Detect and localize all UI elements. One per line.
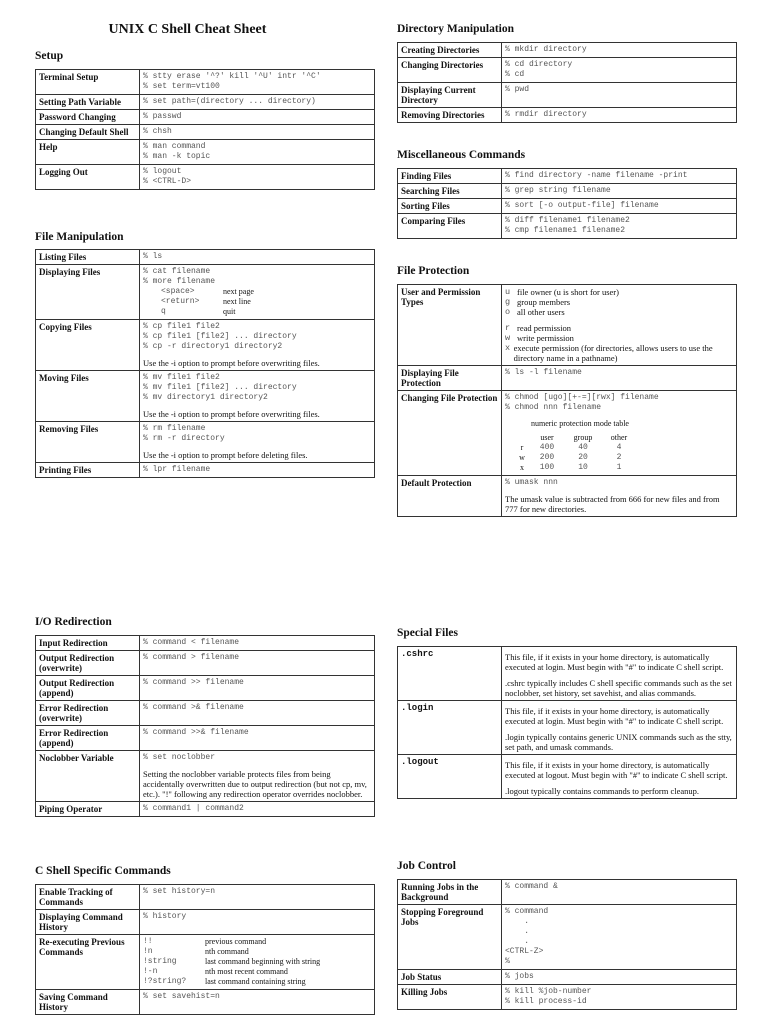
table-row [36,910,375,935]
row-label: Error Redirection (append) [36,726,140,751]
command-text: % passwd [143,112,182,121]
row-content [502,476,737,517]
num-table-cell: 4 [616,443,622,452]
row-content [502,108,737,123]
table-row [36,70,375,95]
table-row [36,636,375,651]
row-content [502,391,737,476]
command-text: % sort [-o output-file] filename [505,201,659,210]
row-content [502,43,737,58]
table-row [36,95,375,110]
key-name: <space> [161,287,195,296]
table-row [398,647,737,701]
num-table-cell: x [520,463,524,472]
permission-meaning: execute permission (for directories, allows users to use the directory name in a pathname) [513,343,713,363]
table-row [398,985,737,1010]
permission-meaning: write permission [517,333,574,343]
row-content [502,647,737,701]
row-label: Default Protection [398,476,502,517]
cshell-heading: C Shell Specific Commands [35,865,171,877]
num-table-cell: w [519,453,525,462]
command-text: % set history=n [143,887,216,896]
command-text: % kill %job-number [505,987,592,996]
table-row [36,250,375,265]
history-command [143,937,371,947]
permission-meaning: file owner (u is short for user) [517,287,619,297]
page-title: UNIX C Shell Cheat Sheet [108,22,267,37]
row-note: Setting the noclobber variable protects files from being accidentally overwritten due to output redirection (but not cp, mv, etc.). "!" following any redirection operator overrides noclobber. [143,769,367,799]
key-name: <return> [161,297,200,306]
history-meaning: last command beginning with string [205,957,321,966]
table-row [398,184,737,199]
permission-code: r [505,323,511,333]
row-content [140,95,375,110]
row-label: User and Permission Types [398,285,502,366]
table-row [398,199,737,214]
row-content [140,751,375,802]
table-row [36,676,375,701]
jobs-heading: Job Control [397,860,456,872]
command-text: % jobs [505,972,534,981]
row-label: .cshrc [398,647,502,701]
command-text: % cat filename [143,267,211,276]
history-meaning: last command containing string [205,977,306,986]
table-row [398,285,737,366]
permission-code: x [505,343,511,353]
num-table-row [515,463,733,473]
row-label: .logout [398,755,502,799]
row-text: This file, if it exists in your home directory, is automatically executed at login. Must begin with "#" to indicate C shell script. [505,652,724,672]
history-command [143,977,371,987]
row-content [140,910,375,935]
row-label: Removing Files [36,422,140,463]
table-row [398,169,737,184]
row-content [140,265,375,320]
row-content [140,110,375,125]
row-content [502,701,737,755]
row-content [502,214,737,239]
row-label: Displaying Files [36,265,140,320]
row-content [502,199,737,214]
num-table-cell: 200 [539,453,555,462]
special-heading: Special Files [397,627,459,639]
command-text: % man -k topic [143,152,211,161]
row-content [502,985,737,1010]
command-text: % set noclobber [143,753,216,762]
table-row [398,905,737,970]
table-row [398,391,737,476]
table-row [398,108,737,123]
command-text: % set term=vt100 [143,82,220,91]
row-label: Piping Operator [36,802,140,817]
row-label: Displaying Current Directory [398,83,502,108]
command-text: % logout [143,167,182,176]
num-table-head-cell: other [610,433,628,442]
command-text: % command >> filename [143,678,244,687]
num-table-cell: 1 [616,463,622,472]
file-manip-heading: File Manipulation [35,231,124,243]
row-content [502,184,737,199]
command-text: % pwd [505,85,530,94]
command-text: % cp file1 [file2] ... directory [143,332,297,341]
num-table-head-cell: user [540,433,554,442]
key-action: next page [223,287,254,296]
row-label: Moving Files [36,371,140,422]
row-content [140,676,375,701]
row-content [502,366,737,391]
io-heading: I/O Redirection [35,616,112,628]
command-text: % <CTRL-D> [143,177,192,186]
row-label: Removing Directories [398,108,502,123]
command-text: % command & [505,882,558,891]
row-label: Changing File Protection [398,391,502,476]
num-table-cell: r [520,443,524,452]
command-text: % stty erase '^?' kill '^U' intr '^C' [143,72,321,81]
table-row [398,214,737,239]
setup-table [35,69,375,190]
file-manip-table [35,249,375,478]
key-action: next line [223,297,251,306]
command-text: <CTRL-Z> [505,947,544,956]
row-note: .logout typically contains commands to perform cleanup. [505,786,700,796]
cshell-table [35,884,375,1015]
command-text: % command >& filename [143,703,244,712]
permission-code: w [505,333,511,343]
num-table-cell: 400 [539,443,555,452]
row-note: .login typically contains generic UNIX commands such as the stty, set path, and umask commands. [505,732,732,752]
num-table-cell: 100 [539,463,555,472]
row-note: The umask value is subtracted from 666 for new files and from 777 for new directories. [505,494,720,514]
command-text: % rm -r directory [143,434,225,443]
num-table-row [515,453,733,463]
command-text: % command < filename [143,638,240,647]
command-text: % command > filename [143,653,240,662]
history-syntax: !n [143,947,153,956]
command-text: % rmdir directory [505,110,587,119]
command-text: % mv directory1 directory2 [143,393,268,402]
table-row [398,58,737,83]
row-content [502,169,737,184]
table-row [36,165,375,190]
row-label: Changing Default Shell [36,125,140,140]
row-content [140,371,375,422]
permission-type [505,307,733,317]
command-text: % man command [143,142,206,151]
row-content [140,990,375,1015]
row-content [502,905,737,970]
history-meaning: previous command [205,937,267,946]
command-text: % umask nnn [505,478,558,487]
permission-types [502,285,737,366]
row-label: Output Redirection (append) [36,676,140,701]
num-table-cell: 2 [616,453,622,462]
table-row [36,802,375,817]
table-row [36,140,375,165]
command-text: % command1 | command2 [143,804,244,813]
command-text: % set savehist=n [143,992,220,1001]
row-label: Noclobber Variable [36,751,140,802]
row-label: Re-executing Previous Commands [36,935,140,990]
command-text: % mkdir directory [505,45,587,54]
row-label: .login [398,701,502,755]
command-text: % rm filename [143,424,206,433]
row-label: Terminal Setup [36,70,140,95]
history-syntax: !string [143,957,177,966]
command-text: % cmp filename1 filename2 [505,226,626,235]
command-text: % cd directory [505,60,573,69]
permission-type [505,343,733,363]
row-content [502,880,737,905]
permission-code: u [505,287,511,297]
command-text: % chmod [ugo][+-=][rwx] filename [505,393,659,402]
dir-manip-table [397,42,737,123]
row-content [140,250,375,265]
row-label: Running Jobs in the Background [398,880,502,905]
row-content [140,885,375,910]
command-text: % mv file1 [file2] ... directory [143,383,297,392]
num-table-head-cell: group [573,433,593,442]
row-label: Listing Files [36,250,140,265]
setup-heading: Setup [35,50,64,62]
row-label: Changing Directories [398,58,502,83]
row-content [140,651,375,676]
row-content [140,701,375,726]
key-action: quit [223,307,236,316]
table-row [398,701,737,755]
row-label: Job Status [398,970,502,985]
row-content [140,70,375,95]
row-label: Searching Files [398,184,502,199]
table-row [36,751,375,802]
row-label: Printing Files [36,463,140,478]
table-row [36,701,375,726]
command-text: % ls [143,252,163,261]
row-label: Copying Files [36,320,140,371]
key-binding [161,307,371,317]
table-row [398,366,737,391]
history-command [143,947,371,957]
command-text: . [505,937,530,946]
permission-meaning: group members [517,297,571,307]
row-label: Displaying File Protection [398,366,502,391]
io-table [35,635,375,817]
row-content [140,140,375,165]
jobs-table [397,879,737,1010]
permission-meaning: all other users [517,307,565,317]
row-note: Use the -i option to prompt before deleting files. [143,450,308,460]
row-content [140,422,375,463]
command-text: % more filename [143,277,216,286]
row-label: Killing Jobs [398,985,502,1010]
command-text: % command >>& filename [143,728,249,737]
command-text: % ls -l filename [505,368,582,377]
key-binding [161,297,371,307]
table-row [398,43,737,58]
permission-code: g [505,297,511,307]
history-syntax: !! [143,937,153,946]
num-table-row [515,443,733,453]
history-meaning: nth command [205,947,249,956]
row-content [502,58,737,83]
num-table-header [515,433,733,443]
table-row [36,422,375,463]
history-meaning: nth most recent command [205,967,288,976]
history-syntax: !-n [143,967,158,976]
row-note: .cshrc typically includes C shell specific commands such as the set noclobber, set history, set savehist, and alias commands. [505,678,732,698]
row-content [140,636,375,651]
row-label: Finding Files [398,169,502,184]
table-row [398,755,737,799]
num-table-title: numeric protection mode table [531,419,629,428]
table-row [36,990,375,1015]
permission-type [505,323,733,333]
row-content [140,935,375,990]
row-note: Use the -i option to prompt before overwriting files. [143,358,320,368]
file-prot-table [397,284,737,517]
row-label: Creating Directories [398,43,502,58]
history-syntax: !?string? [143,977,187,986]
table-row [36,651,375,676]
permission-meaning: read permission [517,323,572,333]
command-text: % diff filename1 filename2 [505,216,630,225]
command-text: % [505,957,510,966]
history-command [143,967,371,977]
row-label: Saving Command History [36,990,140,1015]
table-row [36,125,375,140]
row-content [140,320,375,371]
table-row [36,265,375,320]
command-text: % chmod nnn filename [505,403,602,412]
row-content [502,83,737,108]
row-label: Help [36,140,140,165]
command-text: . [505,927,530,936]
numeric-protection-table [515,433,733,473]
command-text: % chsh [143,127,172,136]
row-label: Output Redirection (overwrite) [36,651,140,676]
command-text: % lpr filename [143,465,211,474]
table-row [36,110,375,125]
table-row [36,935,375,990]
row-text: This file, if it exists in your home directory, is automatically executed at logout. Must begin with "#" to indicate C shell script. [505,760,728,780]
num-table-cell: 10 [578,463,588,472]
command-text: % history [143,912,187,921]
history-command [143,957,371,967]
key-name: q [161,307,166,316]
num-table-cell: 40 [578,443,588,452]
row-text: This file, if it exists in your home directory, is automatically executed at login. Must begin with "#" to indicate C shell script. [505,706,724,726]
row-content [140,802,375,817]
table-row [36,726,375,751]
command-text: . [505,917,530,926]
row-label: Password Changing [36,110,140,125]
table-row [36,885,375,910]
num-table-head-cell [515,433,529,443]
table-row [36,320,375,371]
misc-table [397,168,737,239]
num-table-cell: 20 [578,453,588,462]
command-text: % grep string filename [505,186,611,195]
row-label: Enable Tracking of Commands [36,885,140,910]
command-text: % set path=(directory ... directory) [143,97,316,106]
permission-code: o [505,307,511,317]
file-prot-heading: File Protection [397,265,470,277]
row-label: Error Redirection (overwrite) [36,701,140,726]
row-label: Input Redirection [36,636,140,651]
dir-manip-heading: Directory Manipulation [397,23,515,35]
row-label: Setting Path Variable [36,95,140,110]
row-content [140,125,375,140]
row-label: Stopping Foreground Jobs [398,905,502,970]
row-content [502,970,737,985]
command-text: % cp file1 file2 [143,322,220,331]
command-text: % cd [505,70,525,79]
permission-type [505,297,733,307]
command-text: % command [505,907,549,916]
permission-type [505,287,733,297]
command-text: % kill process-id [505,997,587,1006]
row-content [140,165,375,190]
row-content [140,726,375,751]
table-row [398,476,737,517]
command-text: % find directory -name filename -print [505,171,688,180]
table-row [398,880,737,905]
row-label: Comparing Files [398,214,502,239]
row-content [140,463,375,478]
table-row [36,463,375,478]
row-content [502,755,737,799]
table-row [398,83,737,108]
permission-type [505,333,733,343]
table-row [36,371,375,422]
row-label: Sorting Files [398,199,502,214]
row-label: Displaying Command History [36,910,140,935]
row-note: Use the -i option to prompt before overwriting files. [143,409,320,419]
table-row [398,970,737,985]
misc-heading: Miscellaneous Commands [397,149,526,161]
command-text: % mv file1 file2 [143,373,220,382]
special-table [397,646,737,799]
key-binding [161,287,371,297]
row-label: Logging Out [36,165,140,190]
command-text: % cp -r directory1 directory2 [143,342,283,351]
